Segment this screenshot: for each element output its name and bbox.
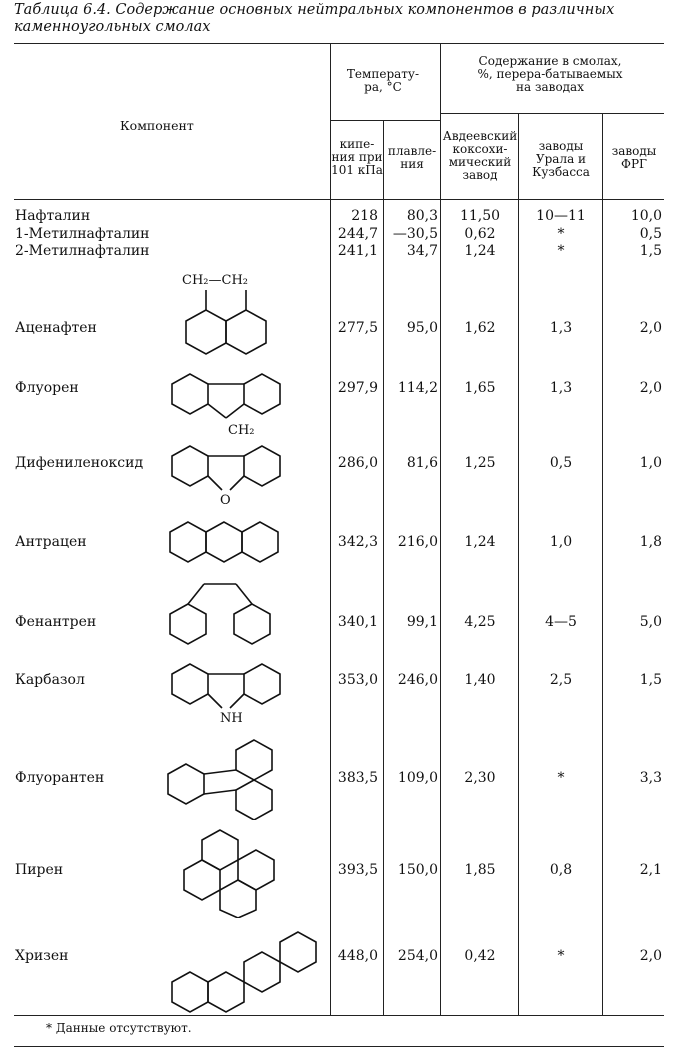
header-component: Компонент [120,118,194,133]
component-name: Флуорен [15,380,79,396]
header-boiling: кипе-ния при 101 кПа [331,137,383,177]
avdeevka-content: 1,40 [464,672,496,688]
frg-content: 5,0 [639,614,662,630]
fluorene-structure [160,360,300,440]
boiling-point: 286,0 [337,455,378,471]
boiling-point: 448,0 [337,948,378,964]
chrysene-structure [160,920,330,1020]
melting-point: 246,0 [397,672,438,688]
avdeevka-content: 1,62 [464,320,496,336]
frg-content: 0,5 [639,226,662,242]
frg-content: 1,5 [639,243,662,259]
avdeevka-content: 11,50 [459,208,501,224]
ural-content: 1,3 [549,320,573,336]
boiling-point: 218 [351,208,378,224]
header-content: Содержание в смолах, %, перера-батываемых на заводах [477,54,623,94]
ural-content: 10—11 [536,208,586,224]
col-divider-5 [602,113,603,1015]
boiling-point: 277,5 [337,320,378,336]
melting-point: 34,7 [406,243,438,259]
frg-content: 2,1 [639,862,662,878]
boiling-point: 241,1 [337,243,378,259]
melting-point: 150,0 [397,862,438,878]
header-temperature: Температу-ра, °С [346,67,420,94]
boiling-point: 297,9 [337,380,378,396]
header-rule [14,199,664,200]
ural-content: * [557,226,565,242]
component-name: Аценафтен [15,320,97,336]
frg-content: 2,0 [639,380,662,396]
boiling-point: 383,5 [337,770,378,786]
component-name: 2-Метилнафталин [15,243,150,259]
melting-point: 254,0 [397,948,438,964]
frg-content: 3,3 [639,770,662,786]
phenanthrene-structure [160,576,290,658]
melting-point: 216,0 [397,534,438,550]
header-avdeevka: Авдеевский коксохи-мический завод [442,129,518,182]
header-frg: заводы ФРГ [611,144,657,171]
ural-content: 4—5 [545,614,577,630]
avdeevka-content: 0,62 [464,226,496,242]
component-name: 1-Метилнафталин [15,226,150,242]
ch2-label: CH₂ [228,423,255,438]
frg-content: 1,0 [639,455,662,471]
avdeevka-content: 0,42 [464,948,496,964]
nh-label: NH [220,711,243,726]
col-divider-4 [518,113,519,1015]
frg-content: 1,5 [639,672,662,688]
component-name: Фенантрен [15,614,97,630]
table-caption: Таблица 6.4. Содержание основных нейтральных компонентов в различных каменноугольных смолах [14,2,615,35]
melting-point: 95,0 [406,320,438,336]
avdeevka-content: 4,25 [464,614,496,630]
avdeevka-content: 1,65 [464,380,496,396]
header-ural: заводы Урала и Кузбасса [532,139,590,179]
ural-content: 0,8 [549,862,573,878]
component-name: Нафталин [15,208,91,224]
component-name: Антрацен [15,534,87,550]
ural-content: * [557,243,565,259]
avdeevka-content: 2,30 [464,770,496,786]
component-name: Хризен [15,948,69,964]
avdeevka-content: 1,24 [464,243,496,259]
ch2-ch2-label: CH₂—CH₂ [182,273,248,288]
content-subrule [440,113,664,114]
melting-point: 99,1 [406,614,438,630]
component-name: Пирен [15,862,64,878]
boiling-point: 353,0 [337,672,378,688]
ural-content: 1,0 [549,534,573,550]
acenaphthene-structure [160,268,290,360]
avdeevka-content: 1,85 [464,862,496,878]
boiling-point: 342,3 [337,534,378,550]
temp-subrule [330,120,440,121]
end-rule [14,1046,664,1047]
component-name: Карбазол [15,672,85,688]
ural-content: * [557,948,565,964]
melting-point: 114,2 [397,380,438,396]
header-melting: плавле-ния [387,144,437,171]
avdeevka-content: 1,25 [464,455,496,471]
pyrene-structure [160,822,310,918]
component-name: Дифениленоксид [15,455,144,471]
melting-point: 81,6 [406,455,438,471]
dibenzofuran-structure [160,438,300,510]
ural-content: * [557,770,565,786]
frg-content: 2,0 [639,948,662,964]
col-divider-3 [440,43,441,1015]
footnote: * Данные отсутствуют. [46,1021,192,1035]
ural-content: 1,3 [549,380,573,396]
ural-content: 2,5 [549,672,573,688]
carbazole-structure [160,656,300,728]
frg-content: 2,0 [639,320,662,336]
boiling-point: 393,5 [337,862,378,878]
top-rule [14,43,664,44]
melting-point: 80,3 [406,208,438,224]
frg-content: 1,8 [639,534,662,550]
avdeevka-content: 1,24 [464,534,496,550]
frg-content: 10,0 [630,208,662,224]
boiling-point: 244,7 [337,226,378,242]
melting-point: —30,5 [392,226,438,242]
fluoranthene-structure [160,732,300,820]
boiling-point: 340,1 [337,614,378,630]
ural-content: 0,5 [549,455,573,471]
oxygen-label: O [220,493,231,508]
melting-point: 109,0 [397,770,438,786]
anthracene-structure [160,514,300,578]
bottom-rule [14,1015,664,1016]
component-name: Флуорантен [15,770,105,786]
